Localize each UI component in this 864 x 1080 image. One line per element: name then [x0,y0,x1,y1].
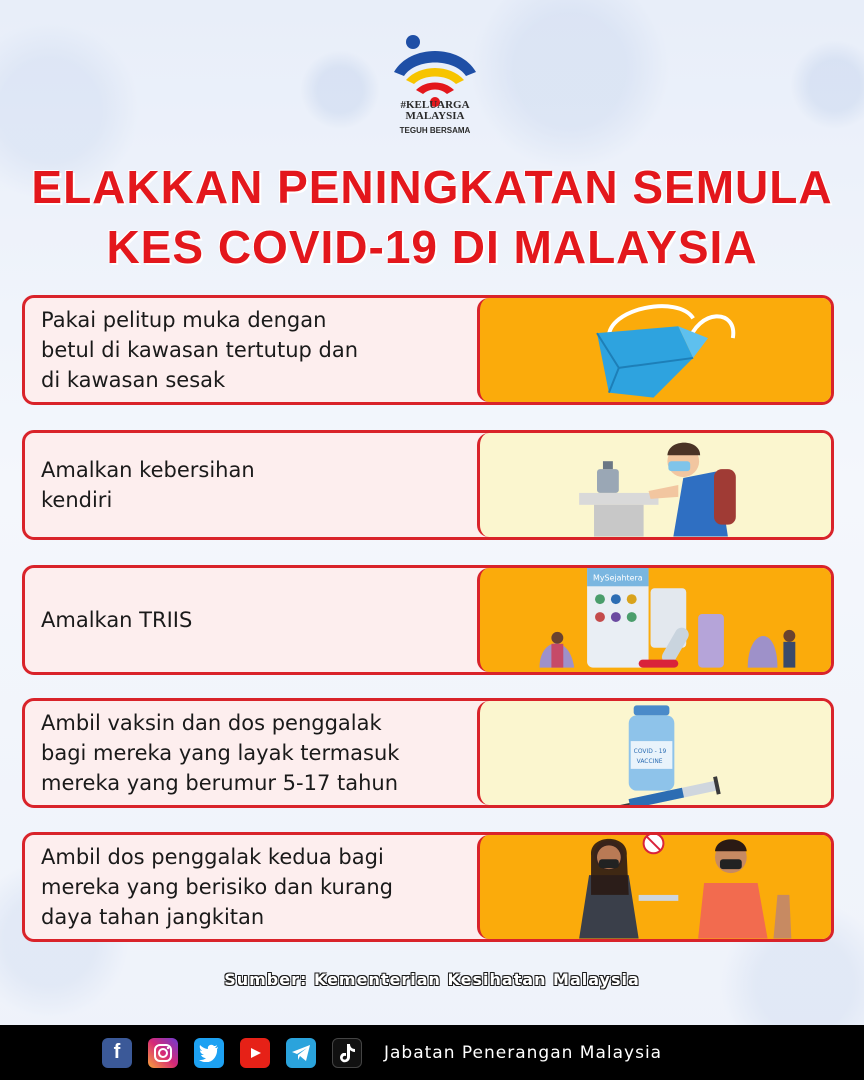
guideline-illustration-panel [477,701,831,805]
facebook-icon[interactable]: f [102,1038,132,1068]
logo-tagline: TEGUH BERSAMA [399,126,471,135]
guideline-item-booster [22,832,834,942]
logo-wordmark: #KELUARGA MALAYSIA [400,99,470,122]
tiktok-icon[interactable] [332,1038,362,1068]
background-virus-decoration [300,50,380,130]
guideline-text: Amalkan kebersihan kendiri [41,458,255,512]
guideline-illustration-panel [477,298,831,402]
twitter-icon[interactable] [194,1038,224,1068]
guideline-item-vaccine [22,698,834,808]
hand-sanitizer-icon [480,433,831,537]
vaccine-vial-icon [480,701,831,805]
youtube-icon[interactable] [240,1038,270,1068]
guideline-item-hygiene [22,430,834,540]
vaccination-icon [480,835,831,939]
footer-label: Jabatan Penerangan Malaysia [384,1042,663,1063]
guideline-text: Ambil dos penggalak kedua bagi mereka yang berisiko dan kurang daya tahan jangkitan [41,845,393,929]
page-title-line1: ELAKKAN PENINGKATAN SEMULA [31,161,833,213]
vial-sublabel: VACCINE [636,757,663,765]
app-title-text: MySejahtera [593,573,643,583]
face-mask-icon [480,298,831,402]
guideline-illustration-panel [477,835,831,939]
guideline-item-mask [22,295,834,405]
guideline-text: Amalkan TRIIS [41,608,193,632]
guideline-illustration-panel [477,568,831,672]
guideline-item-triis [22,565,834,675]
vial-label: COVID - 19 [633,748,667,755]
footer-bar [0,1025,864,1080]
background-virus-decoration [790,40,864,130]
mysejahtera-app-icon [480,568,831,672]
page-title-line2: KES COVID-19 DI MALAYSIA [106,221,758,273]
telegram-icon[interactable] [286,1038,316,1068]
guideline-text: Ambil vaksin dan dos penggalak bagi mereka yang layak termasuk mereka yang berumur 5-17 tahun [41,711,400,795]
guideline-text: Pakai pelitup muka dengan betul di kawasan tertutup dan di kawasan sesak [41,308,359,392]
background-virus-decoration [470,0,670,170]
instagram-icon[interactable] [148,1038,178,1068]
source-credit: Sumber: Kementerian Kesihatan Malaysia [224,970,640,989]
guideline-illustration-panel [477,433,831,537]
